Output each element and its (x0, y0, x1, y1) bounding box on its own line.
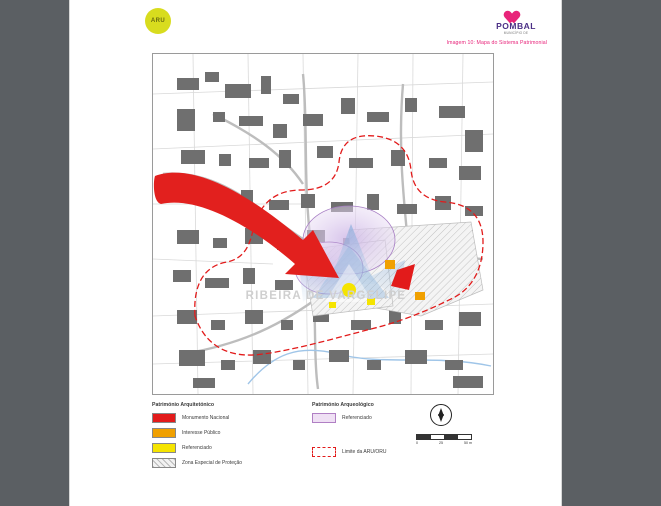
legend-column-archaeological (312, 402, 442, 462)
map-watermark: RIBEIRA DE VARGELIPE (245, 290, 407, 302)
map-canvas[interactable] (153, 54, 493, 394)
municipality-logo (485, 5, 547, 35)
logo-brand: POMBAL (496, 21, 536, 31)
heart-icon (508, 5, 524, 20)
north-arrow-icon (428, 404, 454, 430)
legend-label-zona-protecao: Zona Especial de Proteção (182, 460, 243, 466)
legend-item-zona-protecao (152, 458, 287, 468)
legend-item-referenciado-arq (152, 443, 287, 453)
scale-bar-graphic (416, 434, 472, 440)
map-legend (152, 402, 492, 480)
legend-item-monumento-nacional (152, 413, 287, 423)
legend-label-referenciado-arq: Referenciado (182, 445, 212, 451)
legend-item-interesse-publico (152, 428, 287, 438)
map-frame[interactable] (152, 53, 494, 395)
legend-label-interesse-publico: Interesse Público (182, 430, 221, 436)
swatch-interesse-publico (152, 428, 176, 438)
swatch-zona-protecao (152, 458, 176, 468)
scale-tick-0: 0 (416, 441, 418, 445)
scale-bar-ticks (416, 441, 472, 445)
logo-subtitle: MUNICÍPIO DE (503, 31, 529, 35)
legend-item-limite-aru (312, 447, 442, 457)
legend-label-limite-aru: Limite da ARU/ORU (342, 449, 387, 455)
scale-tick-1: 25 (439, 441, 443, 445)
swatch-limite-aru (312, 447, 336, 457)
scale-tick-2: 50 m (464, 441, 472, 445)
south-needle (438, 414, 444, 422)
legend-title-archaeological: Património Arqueológico (312, 402, 374, 408)
legend-label-referenciado-arqueo: Referenciado (342, 415, 372, 421)
swatch-referenciado-arq (152, 443, 176, 453)
legend-column-architectural (152, 402, 287, 473)
scale-bar (416, 434, 472, 445)
figure-caption: Imagem 10: Mapa do Sistema Patrimonial (446, 40, 547, 46)
legend-item-referenciado-arqueo (312, 413, 442, 423)
swatch-referenciado-arqueo (312, 413, 336, 423)
document-page (70, 0, 561, 506)
aru-badge: ARU (145, 8, 171, 34)
swatch-monumento-nacional (152, 413, 176, 423)
legend-title-architectural: Património Arquitetónico (152, 402, 215, 408)
legend-label-monumento-nacional: Monumento Nacional (182, 415, 230, 421)
